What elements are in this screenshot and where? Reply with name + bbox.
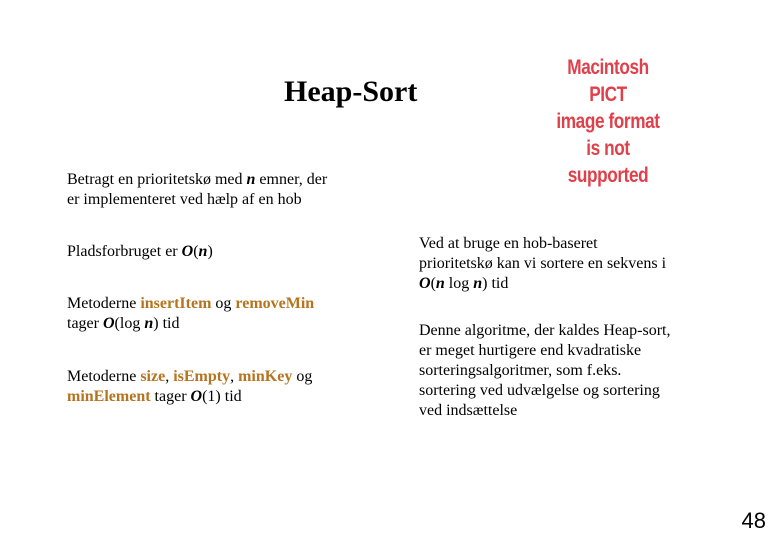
- intro-line-1: [67, 170, 327, 190]
- text: tager: [67, 315, 103, 332]
- placeholder-line: image format: [556, 110, 660, 133]
- text: Metoderne: [67, 295, 141, 312]
- methods1-line-2: [67, 314, 314, 334]
- space-usage-text: [67, 242, 213, 262]
- methods2-line-1: [67, 367, 312, 387]
- right2-line: sortering ved udvælgelse og sortering: [419, 382, 660, 399]
- text: (: [430, 275, 436, 292]
- method-removemin: removeMin: [235, 295, 315, 312]
- text: Metoderne: [67, 368, 141, 385]
- text: ): [207, 243, 213, 260]
- text: ) tid: [482, 275, 509, 292]
- text: (: [193, 243, 199, 260]
- text: Pladsforbruget er: [67, 243, 182, 260]
- text: log: [444, 275, 474, 292]
- text: ,: [230, 368, 239, 385]
- intro-line-2: er implementeret ved hælp af en hob: [67, 191, 302, 208]
- methods-insert-remove-text: [67, 294, 314, 334]
- method-isempty: isEmpty: [173, 368, 231, 385]
- methods-size-text: [67, 367, 312, 407]
- text: og: [211, 295, 236, 312]
- heap-sort-description-text: [419, 321, 670, 421]
- var-n: n: [198, 243, 208, 260]
- big-o: O: [181, 243, 194, 260]
- text: emner, der: [255, 171, 328, 188]
- slide-title: Heap-Sort: [284, 75, 418, 108]
- placeholder-line: Macintosh PICT: [567, 56, 649, 106]
- var-n: n: [473, 275, 483, 292]
- methods1-line-1: [67, 294, 314, 314]
- methods2-line-2: [67, 387, 312, 407]
- right2-line: Denne algoritme, der kaldes Heap-sort,: [419, 322, 671, 339]
- text: Betragt en prioritetskø med: [67, 171, 247, 188]
- var-n: n: [246, 171, 256, 188]
- method-minelement: minElement: [67, 388, 151, 405]
- big-o: O: [102, 315, 115, 332]
- page-number: 48: [741, 508, 766, 533]
- heap-sort-complexity-text: [419, 234, 666, 294]
- intro-text: [67, 170, 327, 210]
- right2-line: sorteringsalgoritmer, som f.eks.: [419, 362, 622, 379]
- method-size: size: [140, 368, 166, 385]
- method-minkey: minKey: [238, 368, 293, 385]
- var-n: n: [435, 275, 445, 292]
- big-o: O: [419, 275, 431, 292]
- var-n: n: [144, 315, 154, 332]
- text: ,: [165, 368, 174, 385]
- right2-line: er meget hurtigere end kvadratiske: [419, 342, 642, 359]
- text: (log: [114, 315, 145, 332]
- right2-line: ved indsættelse: [419, 402, 518, 419]
- placeholder-line: is not supported: [567, 137, 649, 187]
- right1-line-2: prioritetskø kan vi sortere en sekvens i: [419, 255, 667, 272]
- right1-line-3: [419, 274, 666, 294]
- text: og: [292, 368, 313, 385]
- text: tager: [150, 388, 191, 405]
- text: (1) tid: [202, 388, 242, 405]
- method-insertitem: insertItem: [140, 295, 212, 312]
- text: ) tid: [153, 315, 180, 332]
- unsupported-image-placeholder: [552, 54, 664, 189]
- right1-line-1: Ved at bruge en hob-baseret: [419, 235, 598, 252]
- big-o: O: [190, 388, 203, 405]
